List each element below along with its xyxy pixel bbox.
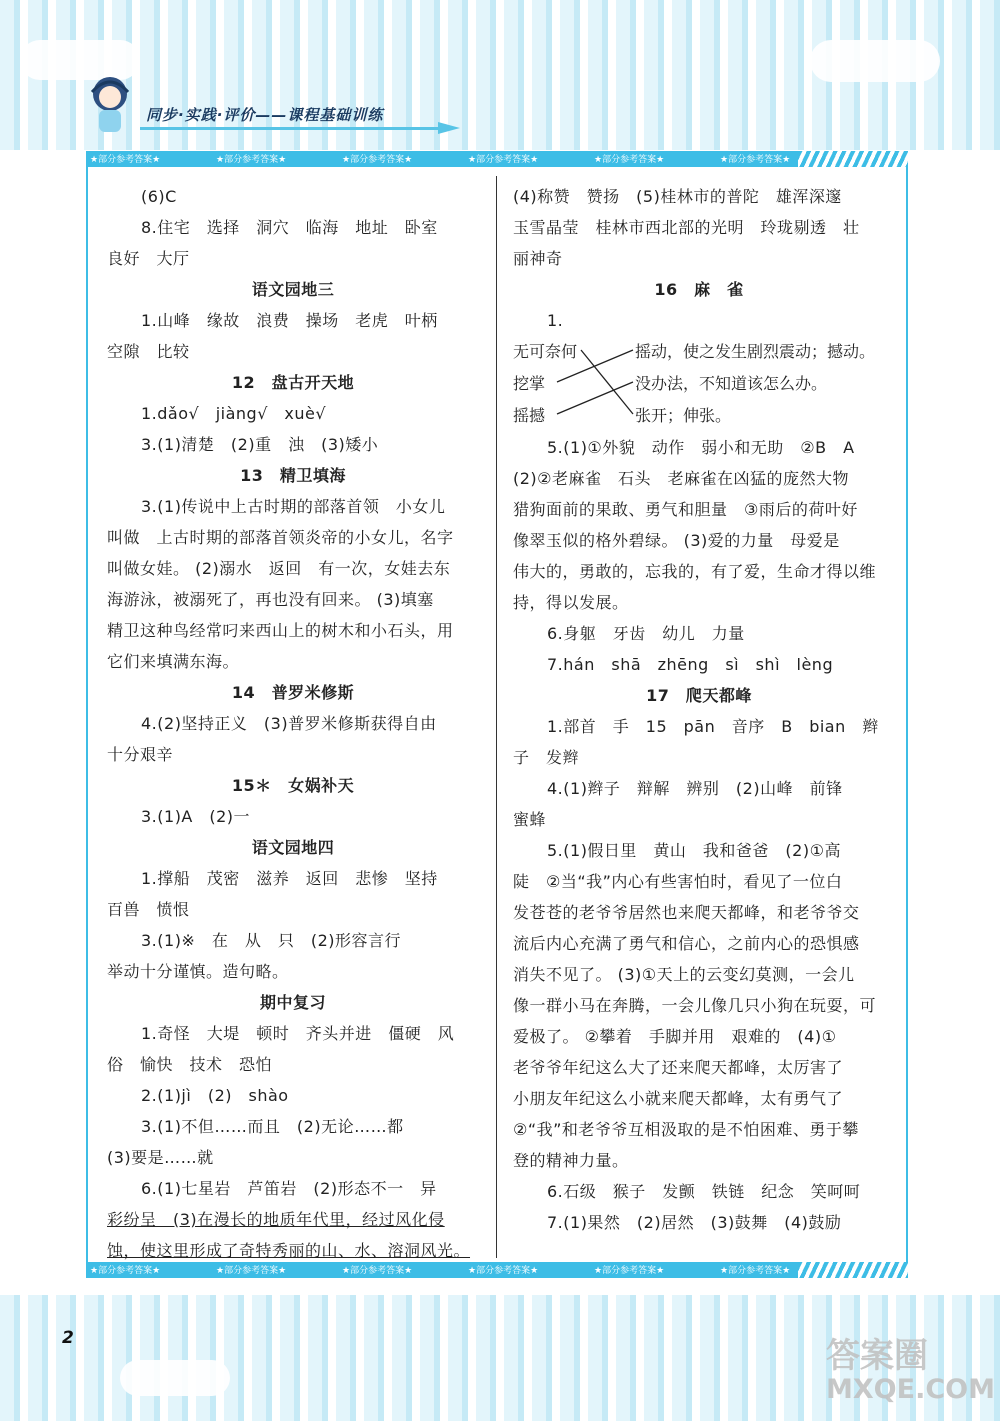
girl-mascot-icon: [82, 72, 140, 138]
section-heading: 期中复习: [259, 993, 326, 1012]
strip-label: ★部分参考答案★: [594, 155, 665, 165]
strip-label: ★部分参考答案★: [216, 155, 287, 165]
answer-line: 消失不见了。 (3)①天上的云变幻莫测，一会儿: [513, 965, 855, 984]
answer-line: 像翠玉似的格外碧绿。 (3)爱的力量 母爱是: [513, 531, 840, 550]
word-matching-exercise: [513, 336, 885, 432]
answer-line: 5.(1)①外貌 动作 弱小和无助 ②B A: [547, 438, 855, 457]
cloud-decoration: [120, 1360, 230, 1396]
answer-line: 1.撑船 茂密 滋养 返回 悲惨 坚持: [141, 869, 438, 888]
answer-line: 叫做女娃。 (2)溺水 返回 有一次，女娃去东: [107, 559, 451, 578]
answer-strip-bottom: [86, 1262, 908, 1278]
answer-line: 7.(1)果然 (2)居然 (3)鼓舞 (4)鼓励: [547, 1213, 842, 1232]
answer-line: 十分艰辛: [107, 745, 174, 764]
strip-hatch: [798, 1262, 908, 1278]
watermark-url: MXQE.COM: [826, 1374, 995, 1405]
answer-line: 3.(1)※ 在 从 只 (2)形容言行: [141, 931, 402, 950]
strip-label: ★部分参考答案★: [342, 1266, 413, 1276]
answer-line: (6)C: [141, 187, 177, 206]
answer-line: 3.(1)不但……而且 (2)无论……都: [141, 1117, 404, 1136]
match-definition: 摇动，使之发生剧烈震动；撼动。: [635, 342, 876, 361]
answer-line: 3.(1)清楚 (2)重 浊 (3)矮小: [141, 435, 379, 454]
right-column: [513, 181, 885, 1238]
lesson-heading: 13 精卫填海: [240, 466, 346, 485]
match-definition: 张开；伸张。: [635, 406, 732, 425]
lesson-heading: 17 爬天都峰: [646, 686, 752, 705]
answer-line: (3)要是……就: [107, 1148, 214, 1167]
strip-hatch: [798, 151, 908, 167]
answer-line: 彩纷呈 (3)在漫长的地质年代里，经过风化侵: [107, 1210, 445, 1229]
answer-line: 丽神奇: [513, 249, 563, 268]
book-subtitle: 同步·实践·评价——课程基础训练: [146, 106, 384, 124]
subtitle-underline: [140, 127, 440, 130]
answer-line: 1.dǎo√ jiàng√ xuè√: [141, 404, 327, 423]
answer-line: 精卫这种鸟经常叼来西山上的树木和小石头，用: [107, 621, 454, 640]
cloud-decoration: [810, 40, 940, 82]
answer-line: 4.(1)辫子 辩解 辨别 (2)山峰 前锋: [547, 779, 843, 798]
answer-line: 海游泳，被溺死了，再也没有回来。 (3)填塞: [107, 590, 434, 609]
answer-line: 1.: [547, 311, 564, 330]
answer-line: 2.(1)jì (2) shào: [141, 1086, 289, 1105]
answer-line: 小朋友年纪这么小就来爬天都峰，太有勇气了: [513, 1089, 844, 1108]
answer-line: 伟大的，勇敢的，忘我的，有了爱，生命才得以维: [513, 562, 877, 581]
answer-line: 良好 大厅: [107, 249, 190, 268]
answer-line: 俗 愉快 技术 恐怕: [107, 1055, 273, 1074]
match-definition: 没办法，不知道该怎么办。: [635, 374, 828, 393]
answer-line: 陡 ②当“我”内心有些害怕时，看见了一位白: [513, 872, 843, 891]
answer-line: 它们来填满东海。: [107, 652, 240, 671]
answer-line: 5.(1)假日里 黄山 我和爸爸 (2)①高: [547, 841, 841, 860]
answer-line: 空隙 比较: [107, 342, 190, 361]
subtitle-arrow-icon: [438, 122, 460, 134]
answer-line: 百兽 愤恨: [107, 900, 190, 919]
answer-line: (4)称赞 赞扬 (5)桂林市的普陀 雄浑深邃: [513, 187, 842, 206]
answer-line: 持，得以发展。: [513, 593, 629, 612]
answer-line: 1.奇怪 大堤 顿时 齐头并进 僵硬 风: [141, 1024, 455, 1043]
lesson-heading: 14 普罗米修斯: [231, 683, 355, 702]
match-word: 无可奈何: [513, 342, 578, 361]
strip-label: ★部分参考答案★: [216, 1266, 287, 1276]
answer-line: 蚀，使这里形成了奇特秀丽的山、水、溶洞风光。: [107, 1241, 471, 1260]
answer-line: 爱极了。 ②攀着 手脚并用 艰难的 (4)①: [513, 1027, 837, 1046]
answer-line: 3.(1)传说中上古时期的部落首领 小女儿: [141, 497, 446, 516]
answer-line: 3.(1)A (2)一: [141, 807, 251, 826]
lesson-heading: 15＊ 女娲补天: [231, 776, 355, 795]
answer-line: 叫做 上古时期的部落首领炎帝的小女儿，名字: [107, 528, 454, 547]
answer-line: 登的精神力量。: [513, 1151, 629, 1170]
strip-label: ★部分参考答案★: [720, 1266, 791, 1276]
left-column: [107, 181, 479, 1266]
answer-line: 发苍苍的老爷爷居然也来爬天都峰，和老爷爷交: [513, 903, 860, 922]
answer-line: 子 发辫: [513, 748, 580, 767]
answer-line: 4.(2)坚持正义 (3)普罗米修斯获得自由: [141, 714, 437, 733]
answer-line: 玉雪晶莹 桂林市西北部的光明 玲珑剔透 壮: [513, 218, 860, 237]
answer-line: 1.部首 手 15 pān 音序 B bian 辫: [547, 717, 879, 736]
answer-line: 流后内心充满了勇气和信心，之前内心的恐惧感: [513, 934, 860, 953]
page-number: 2: [62, 1328, 74, 1348]
answer-line: 6.石级 猴子 发颤 铁链 纪念 笑呵呵: [547, 1182, 861, 1201]
answer-line: 1.山峰 缘故 浪费 操场 老虎 叶柄: [141, 311, 438, 330]
answer-line: 8.住宅 选择 洞穴 临海 地址 卧室: [141, 218, 438, 237]
strip-label: ★部分参考答案★: [468, 1266, 539, 1276]
answer-line: 猎狗面前的果敢、勇气和胆量 ③雨后的荷叶好: [513, 500, 858, 519]
strip-label: ★部分参考答案★: [90, 155, 161, 165]
answer-line: (2)②老麻雀 石头 老麻雀在凶猛的庞然大物: [513, 469, 850, 488]
strip-label: ★部分参考答案★: [90, 1266, 161, 1276]
match-word: 摇撼: [513, 406, 546, 425]
answer-line: 像一群小马在奔腾，一会儿像几只小狗在玩耍，可: [513, 996, 877, 1015]
strip-label: ★部分参考答案★: [720, 155, 791, 165]
answer-line: ②“我”和老爷爷互相汲取的是不怕困难、勇于攀: [513, 1120, 859, 1139]
strip-label: ★部分参考答案★: [594, 1266, 665, 1276]
answer-line: 老爷爷年纪这么大了还来爬天都峰，太厉害了: [513, 1058, 844, 1077]
section-heading: 语文园地四: [251, 838, 335, 857]
match-word: 挖掌: [513, 374, 546, 393]
lesson-heading: 12 盘古开天地: [231, 373, 355, 392]
strip-label: ★部分参考答案★: [342, 155, 413, 165]
answer-line: 蜜蜂: [513, 810, 547, 829]
answer-line: 7.hán shā zhēng sì shì lèng: [547, 655, 834, 674]
watermark-logo: 答案圈: [826, 1336, 928, 1376]
column-divider: [496, 176, 497, 1258]
answer-line: 举动十分谨慎。造句略。: [107, 962, 289, 981]
section-heading: 语文园地三: [251, 280, 335, 299]
answer-line: 6.身躯 牙齿 幼儿 力量: [547, 624, 745, 643]
lesson-heading: 16 麻 雀: [654, 280, 744, 299]
answer-line: 6.(1)七星岩 芦笛岩 (2)形态不一 异: [141, 1179, 437, 1198]
strip-label: ★部分参考答案★: [468, 155, 539, 165]
answer-strip-top: [86, 151, 908, 167]
